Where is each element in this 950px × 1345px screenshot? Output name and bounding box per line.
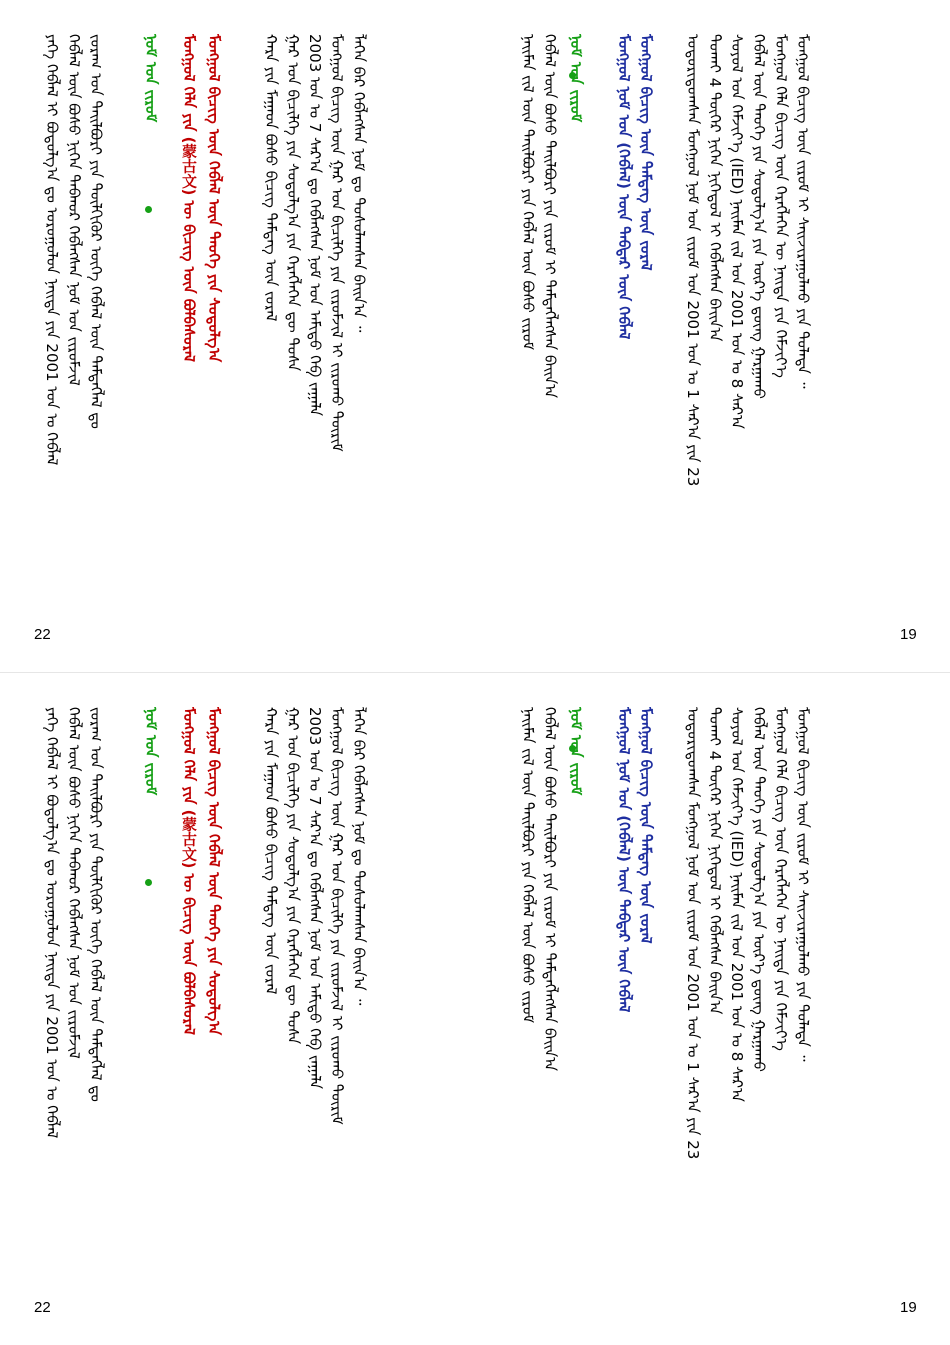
section-heading: ᠨᠣᠮ ᠤᠨ ᠵᠢᠷᠤᠮ xyxy=(142,34,160,123)
text-column: ᠬᠡᠪᠯᠡᠯ ᠦᠨ ᠲᠡᠦᠬᠡ ᠶᠢᠨ ᠰᠤᠳᠤᠯᠭ᠎ᠠ ᠶᠢᠨ ᠦᠷ᠎ᠡ ᠳ᠋ᠦᠩ ᠭᠠᠷᠭᠠᠬᠤ xyxy=(750,34,768,399)
text-column: ᠮᠣᠩᠭᠣᠯ ᠪᠢᠴᠢᠭ᠌ ᠦᠨ ᠭᠠᠷ ᠤᠨ ᠪᠢᠴᠢᠯᠭᠡ ᠶᠢᠨ ᠵᠢᠷᠤᠮᠵᠢᠯ ᠢ ᠵᠢᠷᠤᠬᠤ ᠳᠦᠷᠢᠮ xyxy=(328,707,346,1125)
text-column: ᠬᠡᠪᠯᠡᠯ ᠦᠨ ᠲᠡᠦᠬᠡ ᠶᠢᠨ ᠰᠤᠳᠤᠯᠭ᠎ᠠ ᠶᠢᠨ ᠦᠷ᠎ᠡ ᠳ᠋ᠦᠩ ᠭᠠᠷᠭᠠᠬᠤ xyxy=(750,707,768,1072)
text-column: ᠤᠳᠤᠷᠢᠳᠤᠭᠰᠠᠨ ᠮᠣᠩᠭᠣᠯ ᠨᠣᠮ ᠤᠨ ᠵᠢᠷᠤᠮ ᠤᠨ 2001 ᠣᠨ ᠤ 1 ᠰᠠᠷ᠎ᠠ ᠶᠢᠨ 23 xyxy=(684,34,702,487)
text-column: ᠬᠡᠪᠯᠡᠯ ᠦᠨ ᠪᠤᠰᠤ ᠲᠠᠢᠯᠪᠤᠷᠢ ᠶᠢᠨ ᠵᠢᠷᠤᠮ ᠢ ᠲᠡᠮᠳᠡᠭᠯᠡᠭᠰᠡᠨ ᠪᠠᠢᠨ᠎ᠠ xyxy=(541,707,559,1072)
text-column: ᠶᠡᠬᠡ ᠬᠡᠪᠯᠡᠯ ᠢ ᠪᠣᠳᠤᠯᠭ᠎ᠠ ᠳᠤ ᠤᠷᠤᠭᠤᠯᠤᠨ ᠨᠡᠢᠲᠡ ᠶᠢᠨ 2001 ᠣᠨ ᠤ ᠬᠡᠪᠯᠡᠯ xyxy=(43,34,61,466)
section-heading: ᠮᠣᠩᠭᠣᠯ ᠪᠢᠴᠢᠭ᠌ ᠦᠨ ᠬᠡᠪᠯᠡᠯ ᠦᠨ ᠲᠡᠦᠬᠡ ᠶᠢᠨ ᠰᠤᠳᠤᠯᠭ᠎ᠠ xyxy=(205,707,223,1036)
text-column: ᠭᠠᠷ ᠤᠨ ᠪᠢᠴᠢᠯᠭᠡ ᠶᠢᠨ ᠰᠤᠳᠤᠯᠭ᠎ᠠ ᠶᠢᠨ ᠬᠡᠷᠡᠭᠯᠡᠭᠡᠨ ᠳᠦ ᠲᠤᠰᠠ xyxy=(284,707,302,1045)
text-column: ᠰᠣᠶᠣᠯ ᠤᠨ ᠬᠡᠮᠵᠢᠶ᠎ᠡ (IED) ᠨᠠᠢᠮᠠᠨ ᠵᠢᠯ ᠤᠨ 2001 ᠣᠨ ᠤ 8 ᠰᠠᠷ᠎ᠠ xyxy=(728,34,746,429)
text-column: ᠬᠠᠷᠠ ᠶᠢᠨ ᠮᠠᠭᠠᠳ ᠪᠤᠰᠤ ᠪᠢᠴᠢᠭ᠌ ᠲᠡᠮᠳᠡᠭ ᠦᠨ ᠵᠤᠷᠠᠯ xyxy=(262,707,280,995)
text-column: ᠮᠣᠩᠭᠣᠯ ᠬᠡᠯᠡ ᠪᠢᠴᠢᠭ᠌ ᠦᠨ ᠬᠡᠷᠡᠭᠯᠡᠭᠡᠨ ᠦ ᠨᠡᠢᠲᠡ ᠶᠢᠨ ᠬᠡᠮᠵᠢᠶ᠎ᠡ xyxy=(772,34,790,378)
text-column: ᠶᠡᠬᠡ ᠬᠡᠪᠯᠡᠯ ᠢ ᠪᠣᠳᠤᠯᠭ᠎ᠠ ᠳᠤ ᠤᠷᠤᠭᠤᠯᠤᠨ ᠨᠡᠢᠲᠡ ᠶᠢᠨ 2001 ᠣᠨ ᠤ ᠬᠡᠪᠯᠡᠯ xyxy=(43,707,61,1139)
text-column: ᠬᠠᠷᠠ ᠶᠢᠨ ᠮᠠᠭᠠᠳ ᠪᠤᠰᠤ ᠪᠢᠴᠢᠭ᠌ ᠲᠡᠮᠳᠡᠭ ᠦᠨ ᠵᠤᠷᠠᠯ xyxy=(262,34,280,322)
text-column: ᠬᠡᠪᠯᠡᠯ ᠦᠨ ᠪᠤᠰᠤ ᠲᠠᠢᠯᠪᠤᠷᠢ ᠶᠢᠨ ᠵᠢᠷᠤᠮ ᠢ ᠲᠡᠮᠳᠡᠭᠯᠡᠭᠰᠡᠨ ᠪᠠᠢᠨ᠎ᠠ xyxy=(541,34,559,399)
section-heading: ᠮᠣᠩᠭᠣᠯ ᠪᠢᠴᠢᠭ᠌ ᠦᠨ ᠲᠡᠮᠳᠡᠭ ᠦᠨ ᠵᠤᠷᠠᠯ xyxy=(637,707,655,944)
section-heading: ᠮᠣᠩᠭᠣᠯ ᠨᠣᠮ ᠤᠨ (ᠬᠡᠪᠯᠡᠯ) ᠦᠨ ᠳᠡᠪᠲᠡᠷ ᠦᠨ ᠬᠡᠪᠯᠡᠯ xyxy=(615,34,633,340)
page-number: 19 xyxy=(900,1299,917,1316)
text-column: ᠬᠡᠪᠯᠡᠯ ᠦᠨ ᠪᠤᠰᠤ ᠨᠢᠭᠡᠨ ᠳᠠᠪᠬᠤᠷ ᠬᠡᠪᠯᠡᠭᠰᠡᠨ ᠨᠣᠮ ᠤᠨ ᠵᠢᠷᠤᠮᠵᠢᠯ xyxy=(65,34,83,386)
left-page xyxy=(0,673,475,1345)
text-column: ᠮᠣᠩᠭᠣᠯ ᠪᠢᠴᠢᠭ᠌ ᠦᠨ ᠵᠢᠷᠤᠮ ᠢ ᠰᠠᠢᠵᠢᠷᠠᠭᠤᠯᠬᠤ ᠶᠢᠨ ᠲᠤᠯᠠᠳᠠ ᠃ xyxy=(794,707,812,1062)
page-number: 22 xyxy=(34,1299,51,1316)
text-column: ᠲᠤᠬᠠᠢ 4 ᠳᠦᠭᠡᠷ ᠨᠢᠭᠡᠨ ᠨᠢᠭᠡᠳᠦᠯ ᠢ ᠬᠡᠪᠯᠡᠭᠰᠡᠨ ᠪᠠᠢᠨ᠎ᠠ xyxy=(706,707,724,1015)
section-heading: ᠨᠣᠮ ᠤᠨ ᠵᠢᠷᠤᠮ xyxy=(567,34,585,123)
text-column: 2003 ᠣᠨ ᠤ 7 ᠰᠠᠷ᠎ᠠ ᠳᠤ ᠬᠡᠪᠯᠡᠭᠰᠡᠨ ᠨᠣᠮ ᠤᠨ ᠠᠮᠢᠳᠤ ᠬᠡᠪ ᠵᠠᠭᠠᠯᠠ xyxy=(306,34,324,416)
text-column: ᠯᠡᠭᠡᠨ ᠪᠠᠷ ᠬᠡᠪᠯᠡᠭᠰᠡᠨ ᠨᠣᠮ ᠳᠤ ᠲᠤᠰᠤᠯᠠᠭᠰᠠᠨ ᠪᠠᠢᠨ᠎ᠠ ᠃ xyxy=(350,34,368,333)
section-heading: ᠮᠣᠩᠭᠣᠯ ᠬᠡᠯᠡ ᠶᠢᠨ (蒙古文) ᠦ ᠪᠢᠴᠢᠭ᠌ ᠦᠨ ᠪᠣᠯᠪᠠᠰᠤᠷᠠᠯ xyxy=(180,707,198,1035)
text-column: ᠬᠡᠪᠯᠡᠯ ᠦᠨ ᠪᠤᠰᠤ ᠨᠢᠭᠡᠨ ᠳᠠᠪᠬᠤᠷ ᠬᠡᠪᠯᠡᠭᠰᠡᠨ ᠨᠣᠮ ᠤᠨ ᠵᠢᠷᠤᠮᠵᠢᠯ xyxy=(65,707,83,1059)
section-heading: ᠮᠣᠩᠭᠣᠯ ᠬᠡᠯᠡ ᠶᠢᠨ (蒙古文) ᠦ ᠪᠢᠴᠢᠭ᠌ ᠦᠨ ᠪᠣᠯᠪᠠᠰᠤᠷᠠᠯ xyxy=(180,34,198,362)
text-column: ᠰᠣᠶᠣᠯ ᠤᠨ ᠬᠡᠮᠵᠢᠶ᠎ᠡ (IED) ᠨᠠᠢᠮᠠᠨ ᠵᠢᠯ ᠤᠨ 2001 ᠣᠨ ᠤ 8 ᠰᠠᠷ᠎ᠠ xyxy=(728,707,746,1102)
right-page xyxy=(475,0,950,672)
text-column: ᠤᠳᠤᠷᠢᠳᠤᠭᠰᠠᠨ ᠮᠣᠩᠭᠣᠯ ᠨᠣᠮ ᠤᠨ ᠵᠢᠷᠤᠮ ᠤᠨ 2001 ᠣᠨ ᠤ 1 ᠰᠠᠷ᠎ᠠ ᠶᠢᠨ 23 xyxy=(684,707,702,1160)
page-number: 22 xyxy=(34,626,51,643)
section-heading: ᠨᠣᠮ ᠤᠨ ᠵᠢᠷᠤᠮ xyxy=(142,707,160,796)
left-page xyxy=(0,0,475,672)
right-page xyxy=(475,673,950,1345)
section-heading: ᠮᠣᠩᠭᠣᠯ ᠨᠣᠮ ᠤᠨ (ᠬᠡᠪᠯᠡᠯ) ᠦᠨ ᠳᠡᠪᠲᠡᠷ ᠦᠨ ᠬᠡᠪᠯᠡᠯ xyxy=(615,707,633,1013)
text-column: ᠵᠤᠷᠠᠭ ᠤᠨ ᠲᠠᠢᠯᠪᠤᠷᠢ ᠶᠢᠨ ᠲᠦᠯᠬᠢᠭᠦᠷ ᠦᠭᠡ ᠬᠡᠪᠯᠡᠯ ᠦᠨ ᠲᠡᠮᠳᠡᠭᠯᠡᠯ ᠳᠤ xyxy=(87,707,105,1102)
page-number: 19 xyxy=(900,626,917,643)
text-column: ᠮᠣᠩᠭᠣᠯ ᠬᠡᠯᠡ ᠪᠢᠴᠢᠭ᠌ ᠦᠨ ᠬᠡᠷᠡᠭᠯᠡᠭᠡᠨ ᠦ ᠨᠡᠢᠲᠡ ᠶᠢᠨ ᠬᠡᠮᠵᠢᠶ᠎ᠡ xyxy=(772,707,790,1051)
text-column: ᠲᠤᠬᠠᠢ 4 ᠳᠦᠭᠡᠷ ᠨᠢᠭᠡᠨ ᠨᠢᠭᠡᠳᠦᠯ ᠢ ᠬᠡᠪᠯᠡᠭᠰᠡᠨ ᠪᠠᠢᠨ᠎ᠠ xyxy=(706,34,724,342)
spread-bottom xyxy=(0,673,950,1345)
section-heading: ᠨᠣᠮ ᠤᠨ ᠵᠢᠷᠤᠮ xyxy=(567,707,585,796)
section-heading: ᠮᠣᠩᠭᠣᠯ ᠪᠢᠴᠢᠭ᠌ ᠦᠨ ᠲᠡᠮᠳᠡᠭ ᠦᠨ ᠵᠤᠷᠠᠯ xyxy=(637,34,655,271)
text-column: ᠮᠣᠩᠭᠣᠯ ᠪᠢᠴᠢᠭ᠌ ᠦᠨ ᠵᠢᠷᠤᠮ ᠢ ᠰᠠᠢᠵᠢᠷᠠᠭᠤᠯᠬᠤ ᠶᠢᠨ ᠲᠤᠯᠠᠳᠠ ᠃ xyxy=(794,34,812,389)
text-column: ᠵᠤᠷᠠᠭ ᠤᠨ ᠲᠠᠢᠯᠪᠤᠷᠢ ᠶᠢᠨ ᠲᠦᠯᠬᠢᠭᠦᠷ ᠦᠭᠡ ᠬᠡᠪᠯᠡᠯ ᠦᠨ ᠲᠡᠮᠳᠡᠭᠯᠡᠯ ᠳᠤ xyxy=(87,34,105,429)
text-column: ᠯᠡᠭᠡᠨ ᠪᠠᠷ ᠬᠡᠪᠯᠡᠭᠰᠡᠨ ᠨᠣᠮ ᠳᠤ ᠲᠤᠰᠤᠯᠠᠭᠰᠠᠨ ᠪᠠᠢᠨ᠎ᠠ ᠃ xyxy=(350,707,368,1006)
spread-top xyxy=(0,0,950,672)
text-column: 2003 ᠣᠨ ᠤ 7 ᠰᠠᠷ᠎ᠠ ᠳᠤ ᠬᠡᠪᠯᠡᠭᠰᠡᠨ ᠨᠣᠮ ᠤᠨ ᠠᠮᠢᠳᠤ ᠬᠡᠪ ᠵᠠᠭᠠᠯᠠ xyxy=(306,707,324,1089)
text-column: ᠨᠠᠢᠮᠠᠨ ᠵᠢᠯ ᠦᠨ ᠲᠠᠢᠯᠪᠤᠷᠢ ᠶᠢᠨ ᠬᠡᠪᠯᠡᠯ ᠦᠨ ᠪᠤᠰᠤ ᠵᠢᠷᠤᠮ xyxy=(519,707,537,1024)
section-heading: ᠮᠣᠩᠭᠣᠯ ᠪᠢᠴᠢᠭ᠌ ᠦᠨ ᠬᠡᠪᠯᠡᠯ ᠦᠨ ᠲᠡᠦᠬᠡ ᠶᠢᠨ ᠰᠤᠳᠤᠯᠭ᠎ᠠ xyxy=(205,34,223,363)
text-column: ᠭᠠᠷ ᠤᠨ ᠪᠢᠴᠢᠯᠭᠡ ᠶᠢᠨ ᠰᠤᠳᠤᠯᠭ᠎ᠠ ᠶᠢᠨ ᠬᠡᠷᠡᠭᠯᠡᠭᠡᠨ ᠳᠦ ᠲᠤᠰᠠ xyxy=(284,34,302,372)
text-column: ᠮᠣᠩᠭᠣᠯ ᠪᠢᠴᠢᠭ᠌ ᠦᠨ ᠭᠠᠷ ᠤᠨ ᠪᠢᠴᠢᠯᠭᠡ ᠶᠢᠨ ᠵᠢᠷᠤᠮᠵᠢᠯ ᠢ ᠵᠢᠷᠤᠬᠤ ᠳᠦᠷᠢᠮ xyxy=(328,34,346,452)
text-column: ᠨᠠᠢᠮᠠᠨ ᠵᠢᠯ ᠦᠨ ᠲᠠᠢᠯᠪᠤᠷᠢ ᠶᠢᠨ ᠬᠡᠪᠯᠡᠯ ᠦᠨ ᠪᠤᠰᠤ ᠵᠢᠷᠤᠮ xyxy=(519,34,537,351)
